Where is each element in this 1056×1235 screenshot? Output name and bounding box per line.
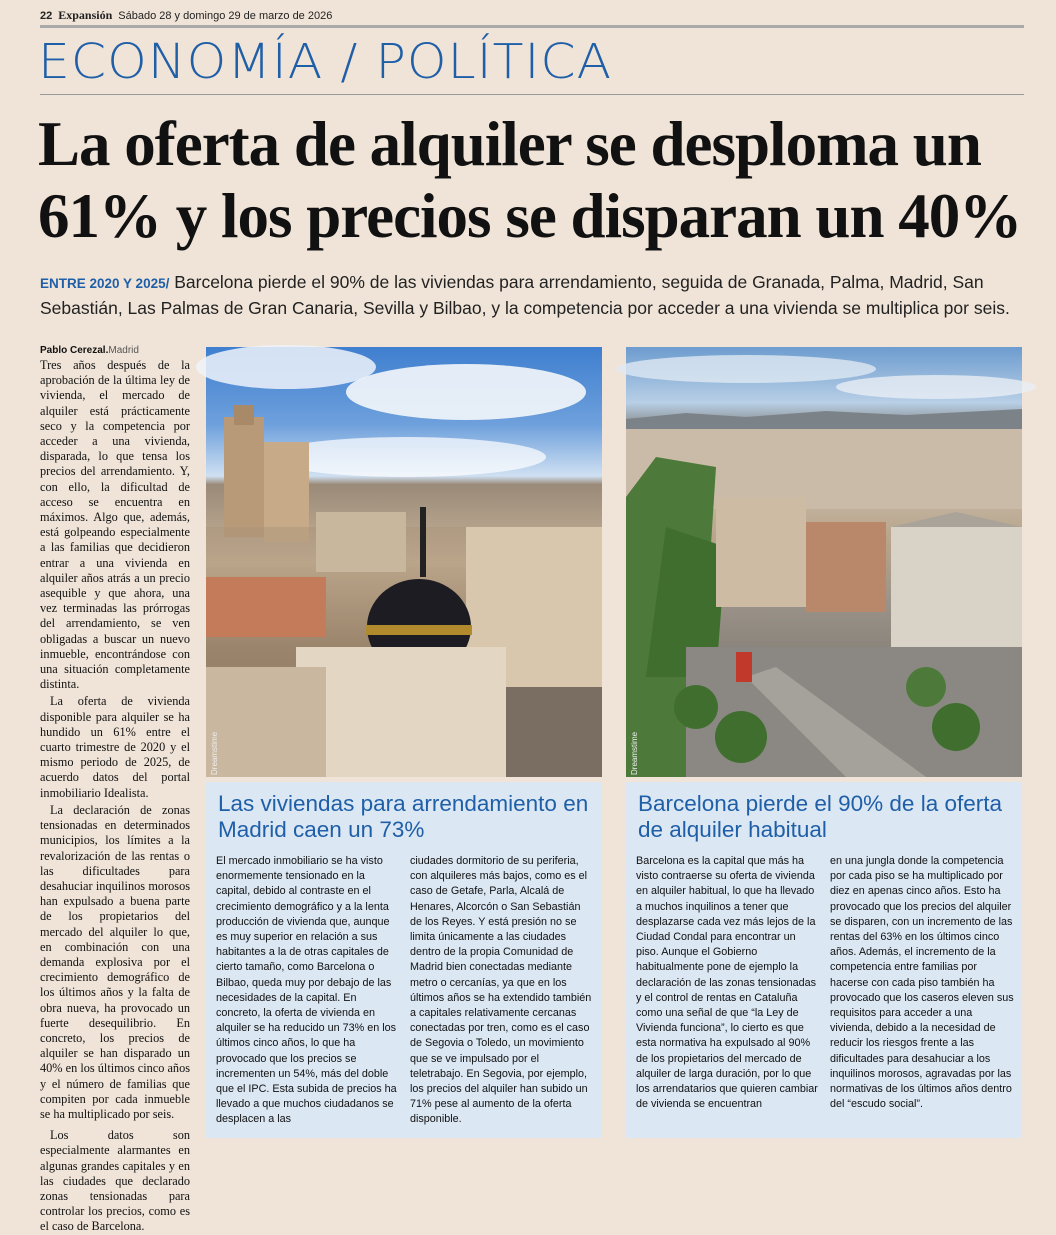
barcelona-box-col2: en una jungla donde la competencia por cada piso se ha multiplicado por diez en apenas cinco años. Esto ha provocado que los precios del alquiler se disparen, con un incremento de las rentas del 63% en los últimos cinco años. Además, el incremento de la competencia entre familias por hacerse con cada piso también ha provocado que los caseros eleven sus requisitos para acceder a una vivienda, debido a la necesidad de reducir los riesgos frente a las dificultades para desahuciar a los inquilinos morosos, agravadas por las normativas de los últimos años dentro del “escudo social”.: [830, 855, 1014, 1111]
madrid-box-columns: [216, 854, 594, 1128]
dek: [40, 270, 1030, 320]
issue-date: Sábado 28 y domingo 29 de marzo de 2026: [118, 10, 333, 22]
madrid-box-col2: ciudades dormitorio de su periferia, con alquileres más bajos, como es el caso de Getafe, Parla, Alcalá de Henares, Alcorcón o San Sebastián de los Reyes. Y está presión no se limita únicamente a las ciudades dentro de la propia Comunidad de Madrid bien conectadas mediante metro o cercanías, ya que en los últimos años se ha extendido también a capitales relativamente cercanas conectadas por tren, como es el caso de Segovia o Toledo, un movimiento que se ve impulsado por el teletrabajo. En Segovia, por ejemplo, los precios del alquiler han subido un 71% pese al aumento de la oferta disponible.: [410, 855, 592, 1126]
page-number: 22: [40, 10, 53, 22]
barcelona-box-columns: [636, 854, 1014, 1112]
barcelona-photo-illustration: [626, 347, 1022, 777]
dek-text: Barcelona pierde el 90% de las viviendas para arrendamiento, seguida de Granada, Palma, Madrid, San Sebastián, Las Palmas de Gran Canaria, Sevilla y Bilbao, y la competencia por acceder a una vivienda se multiplica por seis.: [40, 272, 1010, 318]
madrid-photo: [206, 347, 602, 777]
barcelona-box-title: Barcelona pierde el 90% de la oferta de alquiler habitual: [638, 791, 1002, 842]
barcelona-photo-credit: Dreamstime: [630, 731, 639, 775]
page-folio: [40, 8, 332, 23]
barcelona-box-col1: Barcelona es la capital que más ha visto contraerse su oferta de vivienda en alquiler habitual, lo que ha llevado a muchos inquilinos a tener que desplazarse cada vez más lejos de la Ciudad Condal para encontrar un piso. Aunque el Gobierno habitualmente pone de ejemplo la declaración de las zonas tensionadas y el control de rentas en Cataluña como una señal de que “la Ley de Vivienda funciona”, lo cierto es que esta normativa ha expulsado al 90% de los propietarios del mercado de alquiler de larga duración, por lo que los arrendatarios que quieren cambiar de vivienda se encuentran: [636, 855, 818, 1111]
madrid-photo-credit: Dreamstime: [210, 731, 219, 775]
madrid-photo-illustration: [206, 347, 602, 777]
article-body: [40, 358, 190, 1234]
body-paragraph: Los datos son especialmente alarmantes en algunas grandes capitales y en las ciudades que declarado zonas tensionadas para controlar los precios, como es el caso de Barcelona.: [40, 1128, 190, 1234]
byline-location: Madrid: [108, 345, 139, 356]
byline-author: Pablo Cerezal.: [40, 345, 109, 356]
headline: La oferta de alquiler se desploma un 61% y los precios se disparan un 40%: [38, 109, 1022, 251]
publication-name: Expansión: [58, 8, 113, 22]
section-divider: [40, 94, 1024, 95]
byline: [40, 345, 139, 356]
section-title: ECONOMÍA / POLÍTICA: [38, 34, 613, 90]
dek-kicker: ENTRE 2020 Y 2025/: [40, 276, 170, 291]
folio-divider: [40, 25, 1024, 28]
body-paragraph: La declaración de zonas tensionadas en determinados municipios, los límites a la revalorización de las rentas o las dificultades para desahuciar inquilinos morosos han expulsado a buena parte de los propietarios del mercado del alquiler lo que, en combinación con una demanda explosiva por el crecimiento demográfico de los últimos años y la falta de obra nueva, ha provocado un fuerte desequilibrio. En concreto, los precios de alquiler se han disparado un 40% en los últimos cinco años y el número de familias que compiten por cada inmueble se ha multiplicado por seis.: [40, 802, 190, 1121]
body-paragraph: La oferta de vivienda disponible para alquiler se ha hundido un 61% entre el cuarto trimestre de 2020 y el mismo periodo de 2025, de acuerdo datos del portal inmobiliario Idealista.: [40, 694, 190, 800]
barcelona-photo: [626, 347, 1022, 777]
madrid-box-title: Las viviendas para arrendamiento en Madrid caen un 73%: [218, 791, 589, 842]
body-paragraph: Tres años después de la aprobación de la última ley de vivienda, el mercado de alquiler está prácticamente seco y la competencia por acceder a una vivienda, disparada, lo que tensa los precios del arrendamiento. Y, con ello, la dificultad de acceso se encuentra en máximos. Algo que, además, está golpeando especialmente a las familias que decidieron entrar a una vivienda en alquiler años atrás a un precio asequible y que ahora, una vez terminadas las prórrogas del arrendamiento, se ven obligadas a buscar un nuevo inmueble, encontrándose con una situación completamente distinta.: [40, 358, 190, 692]
barcelona-sidebar-box: [626, 782, 1022, 1138]
madrid-sidebar-box: [206, 782, 602, 1138]
madrid-box-col1: El mercado inmobiliario se ha visto enormemente tensionado en la capital, debido al contraste en el crecimiento demográfico y a la lenta producción de vivienda que, aunque es muy superior en relación a sus habitantes a la de otras capitales de cierto tamaño, como Barcelona o Bilbao, queda muy por debajo de las necesidades de la capital. En concreto, la oferta de vivienda en alquiler se ha reducido un 73% en los últimos cinco años, lo que ha provocado que los precios se incrementen un 54%, más del doble que el IPC. Esta subida de precios ha llevado a que muchos ciudadanos se desplacen a las: [216, 855, 397, 1126]
